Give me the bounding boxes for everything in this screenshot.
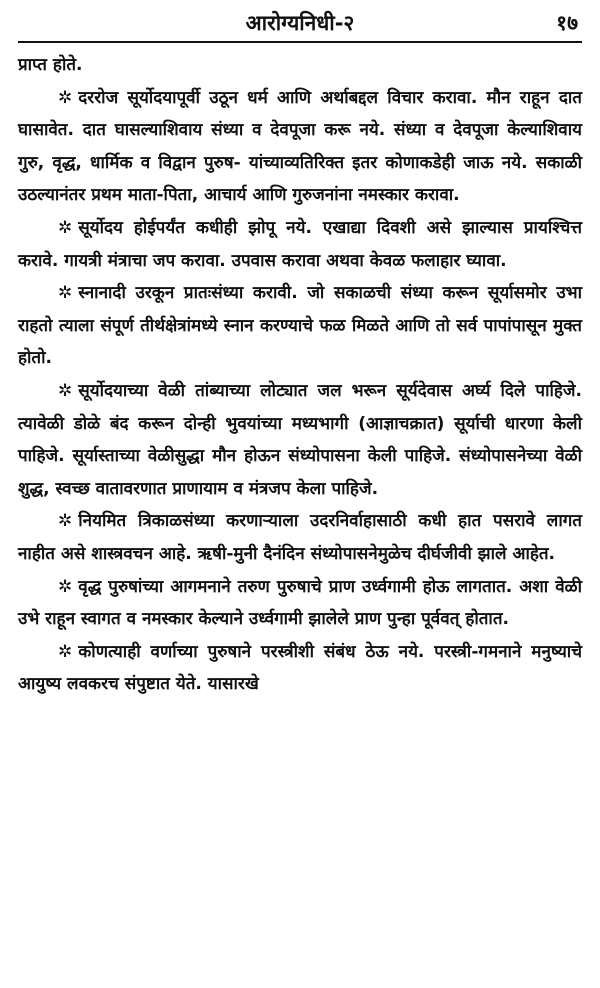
- asterism-bullet-icon: ✲: [58, 641, 73, 662]
- paragraph-text: सूर्योदयाच्या वेळी तांब्याच्या लोट्यात जल भरून सूर्यदेवास अर्घ्य दिले पाहिजे. त्यावेळी डोळे बंद करून दोन्ही भुवयांच्या मध्यभागी (आज्ञाचक्रात) सूर्याची धारणा केली पाहिजे. सूर्यास्ताच्या वेळीसुद्धा मौन होऊन संध्योपासना केली पाहिजे. संध्योपासनेच्या वेळी शुद्ध, स्वच्छ वातावरणात प्राणायाम व मंत्रजप केला पाहिजे.: [18, 380, 582, 499]
- book-title: आरोग्यनिधी-२: [245, 11, 355, 35]
- paragraph-text: सूर्योदय होईपर्यंत कधीही झोपू नये. एखाद्या दिवशी असे झाल्यास प्रायश्चित्त करावे. गायत्री मंत्राचा जप करावा. उपवास करावा अथवा केवळ फलाहार घ्यावा.: [18, 217, 582, 271]
- paragraph: [18, 375, 582, 505]
- header-rule: [18, 41, 582, 43]
- paragraph-text: दररोज सूर्योदयापूर्वी उठून धर्म आणि अर्थाबद्दल विचार करावा. मौन राहून दात घासावेत. दात घासल्याशिवाय संध्या व देवपूजा करू नये. संध्या व देवपूजा केल्याशिवाय गुरु, वृद्ध, धार्मिक व विद्वान पुरुष- यांच्याव्यतिरिक्त इतर कोणाकडेही जाऊ नये. सकाळी उठल्यानंतर प्रथम माता-पिता, आचार्य आणि गुरुजनांना नमस्कार करावा.: [18, 87, 582, 206]
- paragraph: [18, 571, 582, 636]
- asterism-bullet-icon: ✲: [58, 217, 73, 238]
- paragraph: [18, 505, 582, 570]
- paragraph-text: स्नानादी उरकून प्रातःसंध्या करावी. जो सकाळची संध्या करून सूर्यासमोर उभा राहतो त्याला संपूर्ण तीर्थक्षेत्रांमध्ये स्नान करण्याचे फळ मिळते आणि तो सर्व पापांपासून मुक्त होतो.: [18, 283, 582, 369]
- paragraph-text: वृद्ध पुरुषांच्या आगमनाने तरुण पुरुषाचे प्राण उर्ध्वगामी होऊ लागतात. अशा वेळी उभे राहून स्वागत व नमस्कार केल्याने उर्ध्वगामी झालेले प्राण पुन्हा पूर्ववत् होतात.: [18, 576, 582, 630]
- asterism-bullet-icon: ✲: [58, 576, 73, 597]
- page-number: १७: [556, 11, 578, 35]
- asterism-bullet-icon: ✲: [58, 511, 73, 532]
- asterism-bullet-icon: ✲: [58, 87, 73, 108]
- paragraph-text: प्राप्त होते.: [18, 55, 83, 75]
- paragraph: [18, 636, 582, 701]
- paragraph-text: कोणत्याही वर्णाच्या पुरुषाने परस्त्रीशी संबंध ठेऊ नये. परस्त्री-गमनाने मनुष्याचे आयुष्य लवकरच संपुष्टात येते. यासारखे: [18, 641, 582, 695]
- paragraph: [18, 49, 582, 82]
- paragraph: [18, 82, 582, 212]
- paragraph: [18, 212, 582, 277]
- paragraph-text: नियमित त्रिकाळसंध्या करणाऱ्याला उदरनिर्वाहासाठी कधी हात पसरावे लागत नाहीत असे शास्त्रवचन आहे. ऋषी-मुनी दैनंदिन संध्योपासनेमुळेच दीर्घजीवी झाले आहेत.: [18, 511, 582, 564]
- asterism-bullet-icon: ✲: [58, 283, 73, 304]
- paragraph: [18, 277, 582, 375]
- page-body: [18, 49, 582, 701]
- running-header: [0, 0, 600, 44]
- asterism-bullet-icon: ✲: [58, 380, 73, 401]
